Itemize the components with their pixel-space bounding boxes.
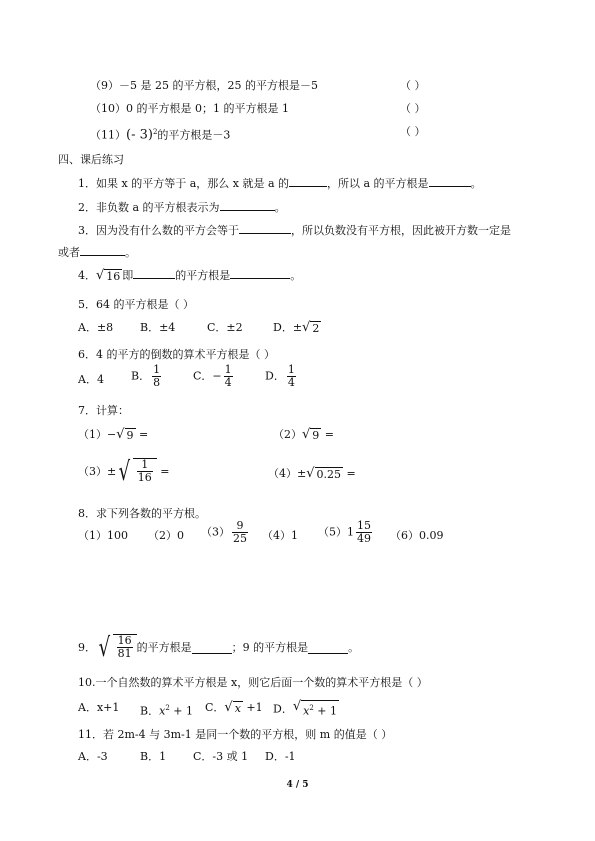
question-8-item-3	[201, 520, 250, 545]
judge-item-9-paren: （ ）	[400, 79, 426, 92]
question-1-text-c: 。	[470, 177, 482, 190]
fraction-1-4	[287, 364, 296, 389]
question-7-part-1-equals: =	[135, 428, 149, 441]
fraction-15-49	[356, 520, 372, 545]
question-5-option-d[interactable]	[273, 320, 321, 336]
fraction-1-8-numerator: 1	[153, 363, 161, 376]
sqrt-16-radicand: 16	[106, 269, 121, 283]
fraction-9-25	[232, 520, 248, 545]
question-8-item-1: （1）100	[78, 529, 128, 542]
sqrt-0-25-radical: √ 0.25	[306, 465, 342, 481]
question-1-text-b: ，所以 a 的平方根是	[327, 177, 429, 190]
question-6-option-c-label: C．−	[193, 369, 222, 383]
fraction-1-4-denominator: 4	[287, 376, 295, 389]
question-10-stem: 10.一个自然数的算术平方根是 x，则它后面一个数的算术平方根是（ ）	[78, 676, 428, 689]
sqrt-0-25-radicand: 0.25	[316, 467, 342, 481]
question-5-option-d-prefix: D．±	[273, 321, 303, 334]
question-6-option-a[interactable]: A．4	[78, 373, 104, 386]
sqrt-2-radical: √ 2	[302, 319, 320, 335]
judge-item-11-prefix: （11）	[90, 128, 126, 142]
question-4-text-b: 的平方根是	[175, 269, 231, 282]
question-7-part-3	[78, 458, 170, 486]
sqrt-x-radicand: x	[234, 701, 241, 715]
question-5-option-c[interactable]: C．±2	[207, 321, 243, 334]
sqrt-9-radical-1: √ 9	[116, 426, 134, 442]
question-11-option-c[interactable]: C．-3 或 1	[193, 750, 249, 763]
question-7-part-2-equals: =	[321, 428, 335, 441]
question-8-item-5	[318, 520, 374, 545]
judge-item-11-exp: 2	[152, 128, 158, 136]
judge-item-11	[90, 124, 230, 144]
question-2-blank[interactable]	[220, 199, 275, 211]
fraction-9-25-numerator: 9	[236, 519, 244, 532]
sqrt-2-radicand: 2	[312, 321, 320, 335]
judge-item-9	[90, 78, 318, 94]
question-7-part-3-label: （3）±	[78, 465, 117, 478]
sqrt-16-radical: √ 16	[96, 267, 121, 283]
judge-item-10-paren: （ ）	[400, 102, 426, 115]
section-title: 四、课后练习	[58, 153, 124, 166]
judge-item-11-suffix: 的平方根是－3	[157, 128, 231, 142]
question-3-blank-1[interactable]	[239, 222, 291, 234]
question-10-option-b-base: x	[159, 704, 166, 718]
sqrt-9-radicand-1: 9	[126, 428, 134, 442]
question-3-blank-2[interactable]	[80, 244, 125, 256]
sqrt-16-81-radical: √ $\frac{16}{81}$	[96, 634, 137, 662]
judge-item-11-base: (- 3)	[126, 127, 153, 143]
question-9-text-a: 的平方根是	[136, 641, 192, 654]
question-8-item-3-label: （3）	[201, 525, 230, 539]
question-7-part-3-equals: =	[156, 465, 170, 478]
fraction-16-81	[117, 635, 133, 660]
question-2	[78, 199, 286, 216]
question-4-text-c: 。	[290, 269, 302, 282]
question-10-option-c[interactable]	[205, 700, 263, 716]
question-6-option-b-label: B．	[131, 369, 151, 383]
question-4-text-a: 即	[122, 269, 134, 282]
question-6-stem: 6．4 的平方的倒数的算术平方根是（ ）	[78, 348, 275, 361]
question-5-option-a[interactable]: A．±8	[78, 321, 114, 334]
question-4-blank-1[interactable]	[133, 267, 175, 279]
fraction-1-4-numerator: 1	[287, 363, 295, 376]
question-8-item-4: （4）1	[262, 529, 298, 542]
question-10-option-a[interactable]: A．x+1	[78, 701, 120, 714]
fraction-16-81-numerator: 16	[117, 634, 132, 647]
question-5-option-b[interactable]: B．±4	[140, 321, 176, 334]
sqrt-x-radical: √ x	[224, 699, 241, 715]
question-10-option-c-suffix: +1	[242, 701, 263, 714]
question-9-blank-1[interactable]	[192, 642, 232, 654]
question-6-option-c[interactable]	[193, 364, 235, 389]
question-7-part-2-label: （2）	[273, 428, 302, 441]
question-10-option-d-label: D．	[273, 702, 293, 716]
question-10-option-b-exp: 2	[165, 704, 170, 712]
sqrt-9-radical-2: √ 9	[302, 426, 320, 442]
question-3-text-a: 3．因为没有什么数的平方会等于	[78, 224, 239, 237]
question-10-option-b-suffix: + 1	[169, 704, 193, 718]
question-2-text-b: 。	[274, 201, 286, 214]
question-10-option-b-label: B．	[140, 704, 160, 718]
sqrt-9-radicand-2: 9	[312, 428, 320, 442]
judge-item-9-text: （9）－5 是 25 的平方根，25 的平方根是－5	[90, 79, 318, 92]
question-10-option-b[interactable]	[140, 700, 193, 720]
fraction-15-49-denominator: 49	[357, 532, 371, 545]
question-8-item-2: （2）0	[148, 529, 184, 542]
fraction-1-16-numerator: 1	[141, 458, 149, 471]
question-11-option-a[interactable]: A．-3	[78, 750, 108, 763]
question-9-text-b: ；9 的平方根是	[231, 641, 309, 654]
sqrt-1-16-radical: √ $\frac{1}{16}$	[116, 458, 157, 486]
fraction-16-81-denominator: 81	[117, 647, 132, 660]
question-3-text-b: ，所以负数没有平方根，因此被开方数一定是	[291, 224, 511, 237]
judge-item-10	[90, 101, 289, 117]
question-11-option-d[interactable]: D．-1	[265, 750, 296, 763]
question-1-blank-2[interactable]	[429, 175, 471, 187]
question-7-part-4-equals: =	[343, 467, 356, 480]
question-7-part-4	[268, 466, 356, 482]
question-1-blank-1[interactable]	[289, 175, 327, 187]
question-10-option-d-exp: 2	[309, 704, 314, 712]
question-10-option-d[interactable]	[273, 700, 339, 719]
question-7-stem: 7．计算：	[78, 404, 129, 417]
judge-item-11-paren: （ ）	[400, 125, 426, 138]
fraction-15-49-numerator: 15	[357, 519, 371, 532]
question-6-option-d-label: D．	[265, 369, 285, 383]
question-6-option-d[interactable]	[265, 364, 298, 389]
question-7-part-2	[273, 427, 334, 443]
question-7-part-1-label: （1）−	[78, 428, 117, 441]
question-1	[78, 175, 482, 192]
fraction-1-8-denominator: 8	[153, 376, 161, 389]
sqrt-x2-plus-1-radical: √ $x^2 + 1$	[292, 699, 338, 718]
question-4-number: 4．	[78, 269, 96, 282]
fraction-1-16-denominator: 16	[137, 471, 152, 484]
question-2-text-a: 2．非负数 a 的平方根表示为	[78, 201, 220, 214]
question-6-option-b[interactable]	[131, 364, 163, 389]
question-9-blank-2[interactable]	[308, 642, 348, 654]
question-8-stem: 8．求下列各数的平方根。	[78, 507, 206, 520]
judge-item-10-text: （10）0 的平方根是 0；1 的平方根是 1	[90, 102, 289, 115]
question-1-text-a: 1．如果 x 的平方等于 a，那么 x 就是 a 的	[78, 177, 289, 190]
fraction-1-8	[152, 364, 161, 389]
question-11-option-b[interactable]: B．1	[140, 750, 167, 763]
fraction-neg-1-4-numerator: 1	[224, 363, 232, 376]
question-9-text-c: 。	[348, 641, 360, 654]
fraction-9-25-denominator: 25	[233, 532, 247, 545]
page-number: 4 / 5	[286, 780, 309, 790]
question-5-stem: 5．64 的平方根是（ ）	[78, 298, 194, 311]
fraction-neg-1-4	[224, 364, 233, 389]
question-7-part-4-label: （4）±	[268, 467, 307, 480]
question-3-text-c: 或者	[58, 246, 80, 259]
question-3-cont	[58, 244, 136, 261]
question-10-option-c-label: C．	[205, 701, 225, 714]
question-4	[78, 267, 301, 284]
question-4-blank-2[interactable]	[230, 267, 290, 279]
question-3	[78, 222, 511, 239]
question-11-stem: 11．若 2m-4 与 3m-1 是同一个数的平方根，则 m 的值是（ ）	[78, 728, 393, 741]
question-7-part-1	[78, 427, 148, 443]
question-10-option-d-suffix: + 1	[313, 704, 338, 718]
fraction-1-16	[137, 459, 153, 484]
question-8-item-6: （6）0.09	[390, 529, 444, 542]
question-3-text-d: 。	[125, 246, 136, 259]
question-8-item-5-label: （5）1	[318, 525, 354, 539]
question-9-number: 9．	[78, 641, 96, 654]
question-9	[78, 634, 359, 662]
question-10-option-d-base: x	[303, 704, 310, 718]
fraction-neg-1-4-denominator: 4	[224, 376, 232, 389]
